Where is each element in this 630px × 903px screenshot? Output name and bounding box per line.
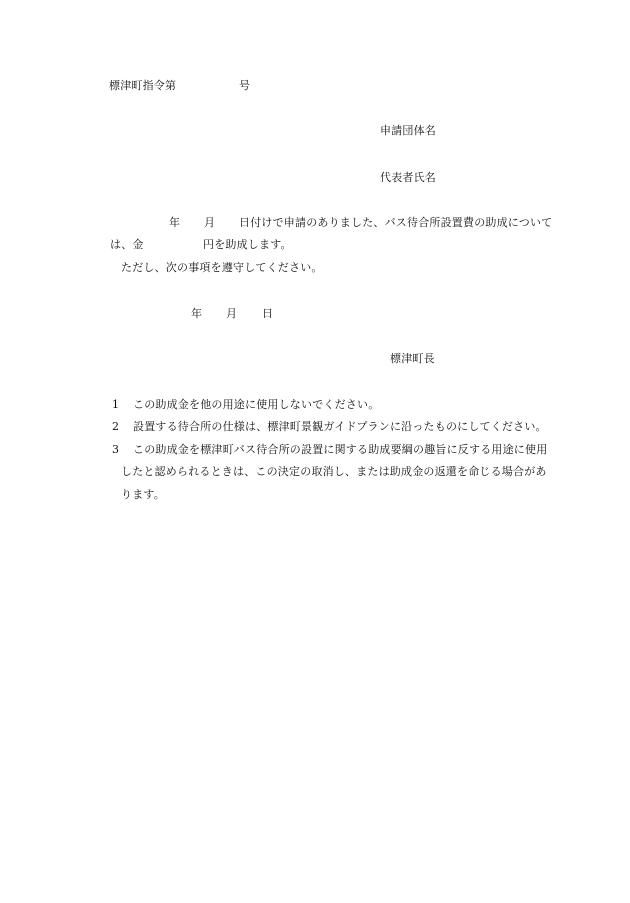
body-text-line-2-amount-label: は、金 [110,238,144,251]
document-number-prefix: 標津町指令第 [109,79,177,92]
applicant-organization-label: 申請団体名 [380,124,436,137]
issue-date-year: 年 [191,307,203,320]
condition-3-number: 3 [112,443,120,456]
body-text-line-3-proviso: ただし、次の事項を遵守してください。 [121,261,323,274]
issue-date-day: 日 [262,307,274,320]
application-date-month: 月 [204,216,216,229]
application-date-year: 年 [169,216,181,229]
condition-3-text-line-2: したと認められるときは、この決定の取消し、または助成金の返還を命じる場合があ [121,465,547,478]
representative-name-label: 代表者氏名 [380,171,436,184]
issuer-mayor: 標津町長 [390,352,435,365]
condition-2-text: 設置する待合所の仕様は、標津町景観ガイドプランに沿ったものにしてください。 [133,420,547,433]
body-text-line-1: 日付けで申請のありました、バス待合所設置費の助成について [239,216,553,229]
condition-3-text-line-1: この助成金を標津町バス待合所の設置に関する助成要綱の趣旨に反する用途に使用 [133,443,548,456]
condition-1-text: この助成金を他の用途に使用しないでください。 [133,398,380,411]
condition-1-number: 1 [112,398,120,411]
document-number-suffix: 号 [239,79,251,92]
condition-3-text-line-3: ります。 [121,488,165,501]
condition-2-number: 2 [112,420,120,433]
issue-date-month: 月 [226,307,238,320]
body-text-line-2-grant: 円を助成します。 [203,238,292,251]
